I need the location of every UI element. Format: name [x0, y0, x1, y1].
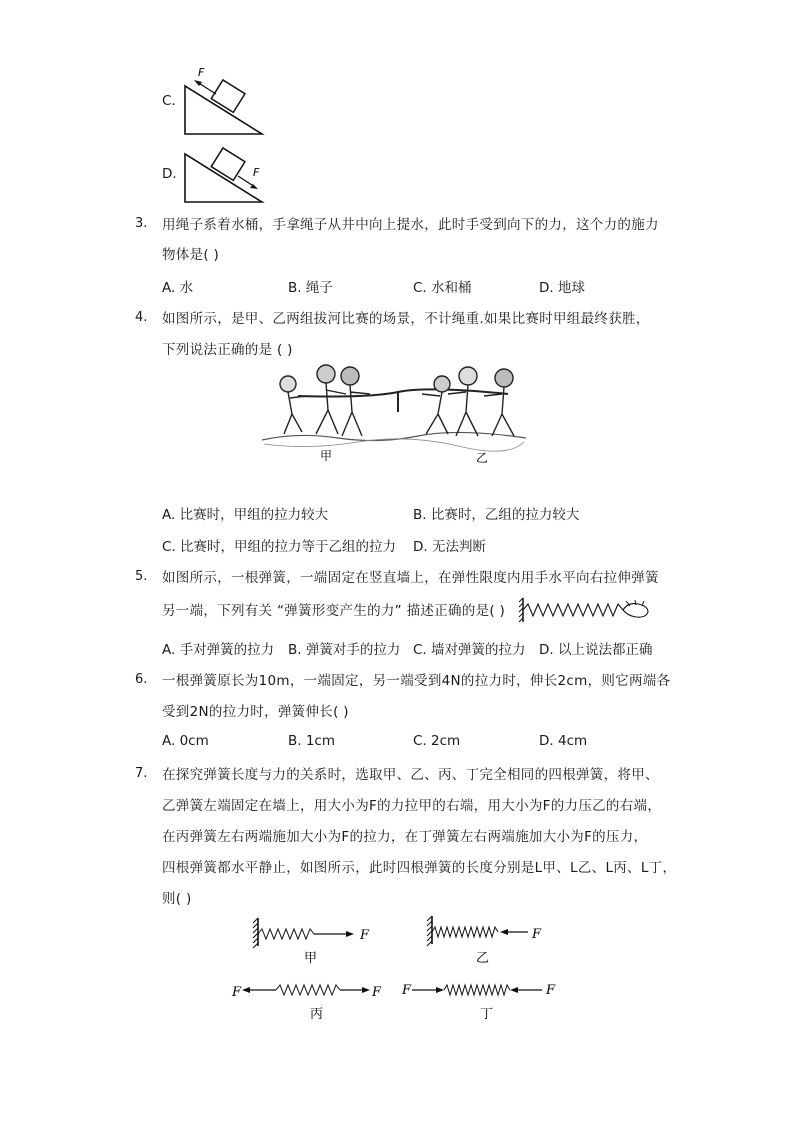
- force-f-ding-left: F: [402, 983, 412, 998]
- spring-figure-bing: [228, 976, 388, 1024]
- q4-number: 4.: [135, 310, 148, 325]
- q7-stem-line1: 在探究弹簧长度与力的关系时，选取甲、乙、丙、丁完全相同的四根弹簧，将甲、: [162, 767, 659, 783]
- q4-option-b[interactable]: B. 比赛时，乙组的拉力较大: [413, 507, 580, 523]
- label-yi: 乙: [476, 951, 490, 966]
- q4-option-a[interactable]: A. 比赛时，甲组的拉力较大: [162, 507, 329, 523]
- q5-option-d[interactable]: D. 以上说法都正确: [539, 642, 653, 658]
- q4-option-d[interactable]: D. 无法判断: [413, 539, 486, 555]
- spring-figure-jia: [250, 914, 380, 966]
- incline-figure-d: [180, 140, 270, 206]
- q5-stem-line2: 另一端，下列有关 “弹簧形变产生的力” 描述正确的是( ): [162, 603, 506, 619]
- q3-number: 3.: [135, 216, 148, 231]
- spring-hand-figure: [518, 596, 654, 624]
- tug-of-war-figure: [258, 362, 530, 464]
- label-jia: 甲: [304, 951, 318, 966]
- q3-option-a[interactable]: A. 水: [162, 280, 194, 296]
- force-f-yi: F: [532, 927, 542, 942]
- team-label-yi: 乙: [476, 451, 489, 464]
- option-d-label: D.: [162, 166, 177, 182]
- q6-option-d[interactable]: D. 4cm: [539, 733, 588, 749]
- q4-stem-line1: 如图所示，是甲、乙两组拔河比赛的场景，不计绳重.如果比赛时甲组最终获胜，: [162, 311, 650, 327]
- q3-option-c[interactable]: C. 水和桶: [413, 280, 472, 296]
- q3-stem-line1: 用绳子系着水桶，手拿绳子从井中向上提水，此时手受到向下的力，这个力的施力: [162, 217, 659, 233]
- q6-option-a[interactable]: A. 0cm: [162, 733, 209, 749]
- q3-option-b[interactable]: B. 绳子: [288, 280, 333, 296]
- spring-figure-ding: [398, 976, 562, 1024]
- q5-option-b[interactable]: B. 弹簧对手的拉力: [288, 642, 401, 658]
- q3-stem-line2: 物体是( ): [162, 247, 220, 263]
- q4-option-c[interactable]: C. 比赛时，甲组的拉力等于乙组的拉力: [162, 539, 397, 555]
- force-label-d: F: [253, 166, 260, 179]
- option-c-label: C.: [162, 93, 176, 109]
- q6-stem-line1: 一根弹簧原长为10m，一端固定，另一端受到4N的拉力时，伸长2cm，则它两端各: [162, 673, 671, 689]
- label-bing: 丙: [310, 1007, 324, 1022]
- q5-stem-line1: 如图所示，一根弹簧，一端固定在竖直墙上，在弹性限度内用手水平向右拉伸弹簧: [162, 570, 659, 586]
- force-f-bing-right: F: [372, 985, 382, 1000]
- q4-stem-line2: 下列说法正确的是 ( ): [162, 342, 293, 358]
- spring-figure-yi: [424, 914, 554, 966]
- q7-stem-line3: 在丙弹簧左右两端施加大小为F的拉力，在丁弹簧左右两端施加大小为F的压力，: [162, 829, 648, 845]
- q5-number: 5.: [135, 569, 148, 584]
- q6-option-b[interactable]: B. 1cm: [288, 733, 336, 749]
- force-f-ding-right: F: [546, 983, 556, 998]
- q6-option-c[interactable]: C. 2cm: [413, 733, 461, 749]
- q7-stem-line5: 则( ): [162, 891, 192, 907]
- force-f-jia: F: [360, 928, 370, 943]
- team-label-jia: 甲: [320, 449, 333, 463]
- q6-number: 6.: [135, 672, 148, 687]
- q5-option-c[interactable]: C. 墙对弹簧的拉力: [413, 642, 526, 658]
- label-ding: 丁: [480, 1007, 494, 1022]
- force-label-c: F: [198, 66, 205, 79]
- q5-option-a[interactable]: A. 手对弹簧的拉力: [162, 642, 275, 658]
- q3-option-d[interactable]: D. 地球: [539, 280, 585, 296]
- incline-figure-c: [180, 66, 270, 138]
- q7-stem-line2: 乙弹簧左端固定在墙上，用大小为F的力拉甲的右端，用大小为F的力压乙的右端，: [162, 798, 662, 814]
- q7-stem-line4: 四根弹簧都水平静止，如图所示，此时四根弹簧的长度分别是L甲、L乙、L丙、L丁，: [162, 860, 677, 876]
- q7-number: 7.: [135, 766, 148, 781]
- q6-stem-line2: 受到2N的拉力时，弹簧伸长( ): [162, 704, 349, 720]
- force-f-bing-left: F: [232, 985, 242, 1000]
